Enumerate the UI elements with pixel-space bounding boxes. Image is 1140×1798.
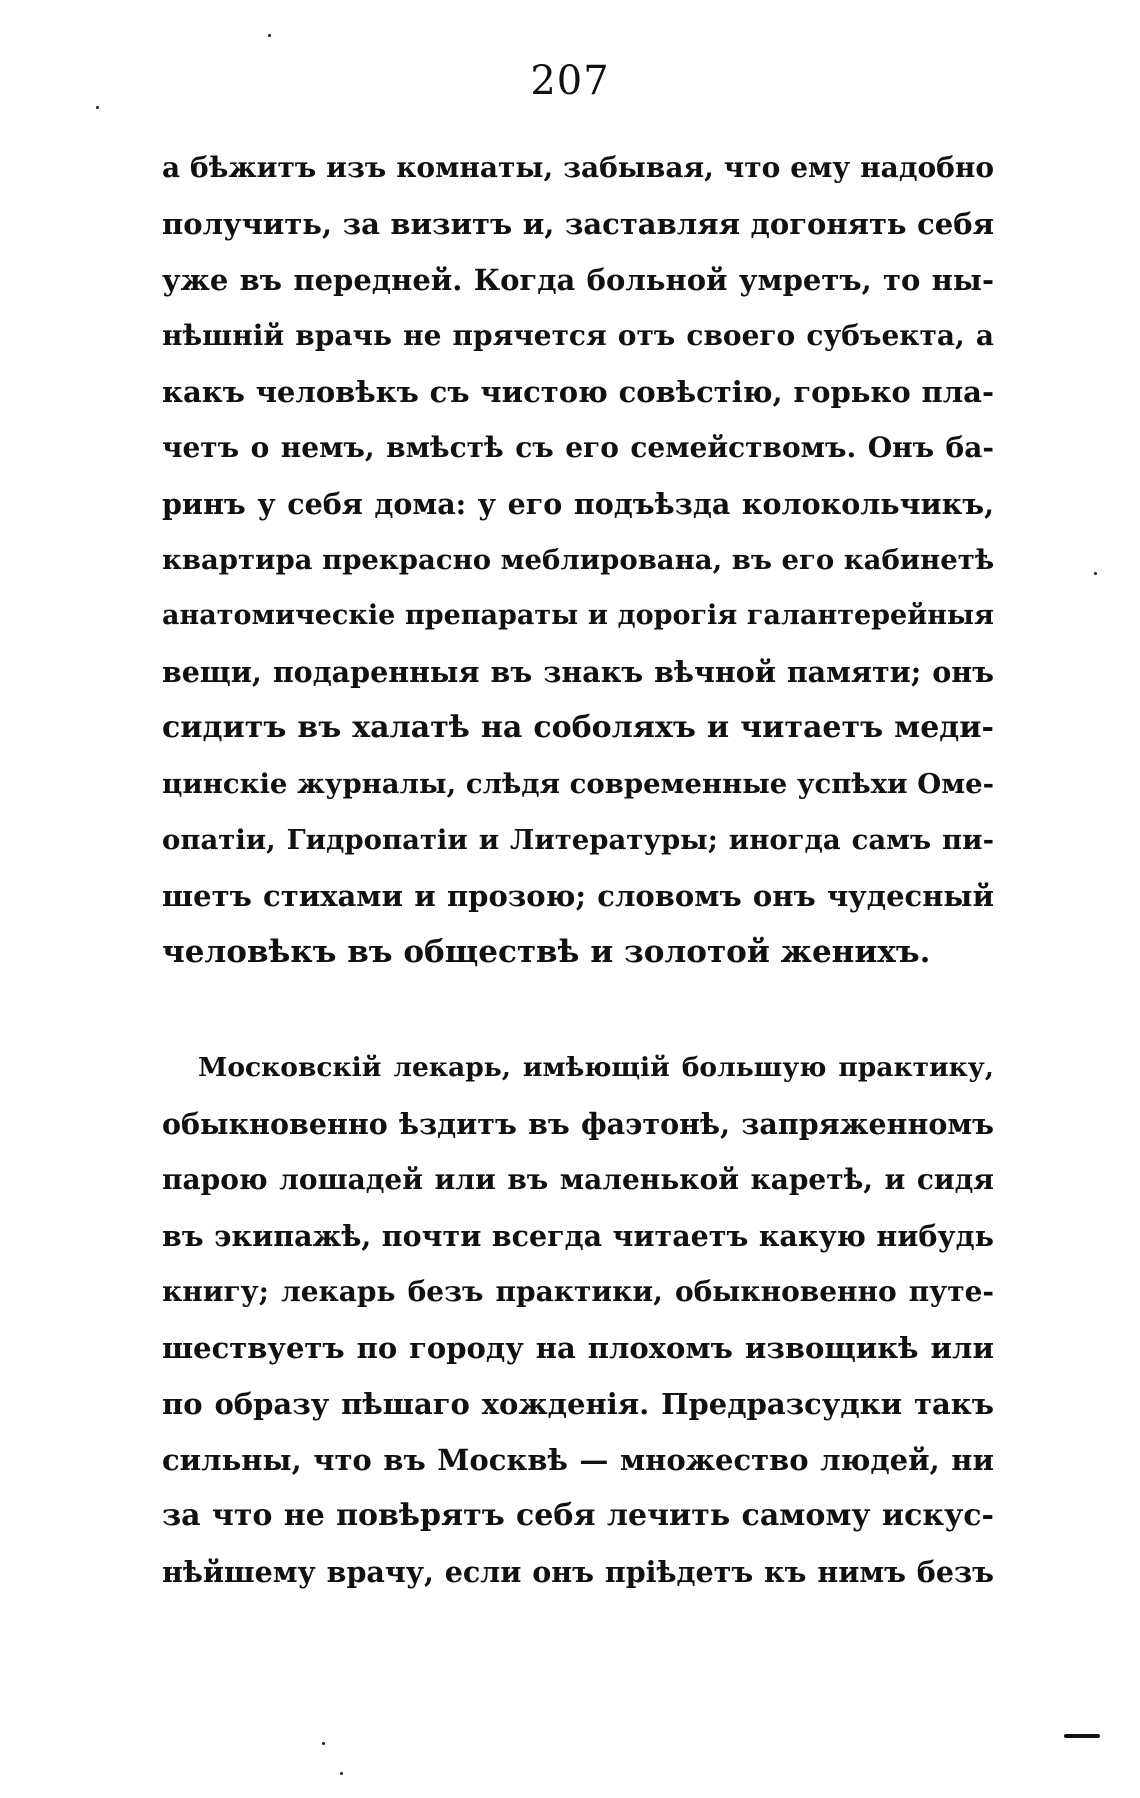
text-line: по образу пѣшаго хожденія. Предразсудки такъ: [162, 1387, 994, 1421]
text-line: опатіи, Гидропатіи и Литературы; иногда самъ пи-: [162, 824, 994, 856]
ink-speck: [340, 1772, 343, 1775]
ink-speck: [268, 34, 271, 37]
text-line: сидитъ въ халатѣ на соболяхъ и читаетъ меди-: [162, 710, 994, 745]
paragraph-2: [162, 1040, 994, 1600]
ink-speck: [322, 1742, 325, 1745]
text-line: шетъ стихами и прозою; словомъ онъ чудесный: [162, 879, 994, 913]
text-line: человѣкъ въ обществѣ и золотой женихъ.: [162, 934, 931, 970]
text-line: ринъ у себя дома: у его подъѣзда колокольчикъ,: [162, 487, 994, 521]
text-line: вещи, подаренныя въ знакъ вѣчной памяти; онъ: [162, 655, 994, 689]
ink-speck: [1094, 572, 1097, 575]
text-line: четъ о немъ, вмѣстѣ съ его семействомъ. Онъ ба-: [162, 431, 994, 464]
text-line: книгу; лекарь безъ практики, обыкновенно путе-: [162, 1275, 994, 1308]
text-line: нѣйшему врачу, если онъ пріѣдетъ къ нимъ безъ: [162, 1555, 994, 1589]
text-line: цинскіе журналы, слѣдя современные успѣхи Оме-: [162, 768, 994, 800]
text-line: въ экипажѣ, почти всегда читаетъ какую нибудь: [162, 1219, 994, 1253]
text-line: сильны, что въ Москвѣ — множество людей, ни: [162, 1443, 994, 1477]
text-line: Московскій лекарь, имѣющій большую практику,: [198, 1052, 994, 1083]
text-line: нѣшній врачь не прячется отъ своего субъекта, а: [162, 319, 994, 352]
ink-speck: [96, 106, 99, 109]
page-number: 207: [530, 58, 610, 104]
text-line: какъ человѣкъ съ чистою совѣстію, горько пла-: [162, 375, 994, 409]
text-line: а бѣжитъ изъ комнаты, забывая, что ему надобно: [162, 151, 994, 184]
text-line: получить, за визитъ и, заставляя догонять себя: [162, 207, 994, 241]
footer-mark: [1064, 1734, 1100, 1738]
text-line: шествуетъ по городу на плохомъ извощикѣ или: [162, 1331, 994, 1365]
text-line: за что не повѣрятъ себя лечить самому искус-: [162, 1498, 994, 1533]
text-line: парою лошадей или въ маленькой каретѣ, и сидя: [162, 1163, 994, 1196]
text-line: квартира прекрасно меблирована, въ его кабинетѣ: [162, 544, 995, 576]
text-line: уже въ передней. Когда больной умретъ, то ны-: [162, 263, 994, 297]
paragraph-1: [162, 140, 994, 980]
text-line: обыкновенно ѣздитъ въ фаэтонѣ, запряженномъ: [162, 1107, 994, 1141]
text-line: анатомическіе препараты и дорогія галантерейныя: [162, 600, 994, 631]
